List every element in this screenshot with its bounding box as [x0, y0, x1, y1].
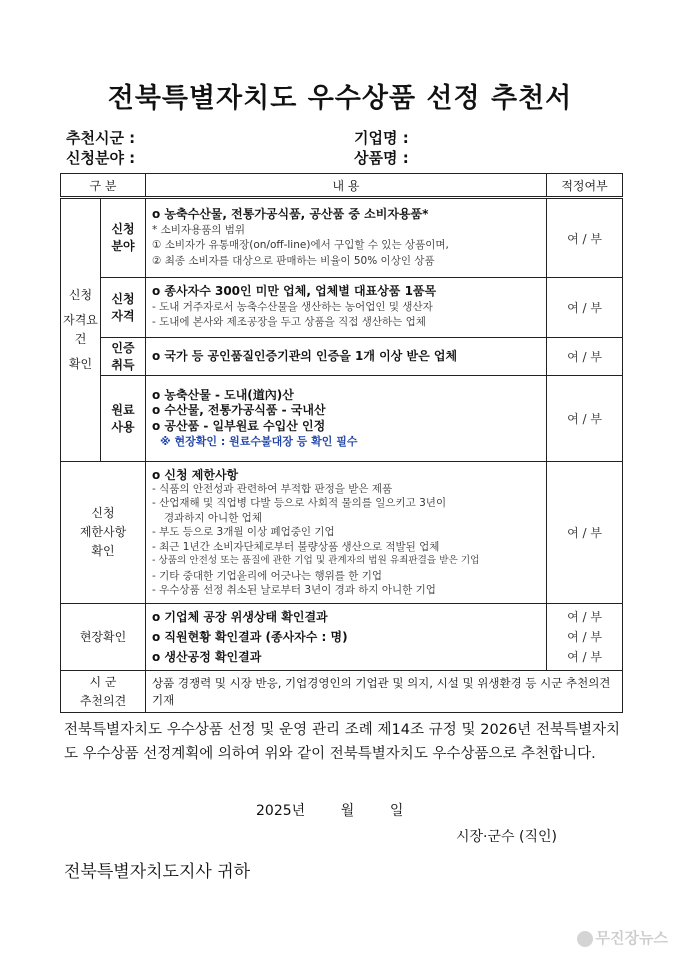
header-content: 내 용: [146, 174, 547, 198]
content-line: - 기타 중대한 기업윤리에 어긋나는 행위를 한 기업: [152, 569, 383, 582]
recommendation-paragraph: 전북특별자치도 우수상품 선정 및 운영 관리 조례 제14조 규정 및 2026년 전북특별자치도 우수상품 선정계획에 의하여 위와 같이 전북특별자치도 우수상품으로 추천합니다.: [64, 722, 620, 762]
company-label: 기업명 :: [354, 129, 409, 147]
label-line: 확인: [91, 544, 115, 558]
content-main: o 농축수산물, 전통가공식품, 공산품 중 소비자용품*: [152, 207, 429, 221]
product-label: 상품명 :: [354, 149, 409, 167]
sub-label-line: 자격: [111, 308, 135, 323]
apply-field-label: [101, 198, 146, 278]
content-main: o 신청 제한사항: [152, 467, 239, 482]
apply-qual-content: [146, 278, 547, 338]
sub-label-line: 신청: [111, 291, 135, 306]
yes-no-field[interactable]: 여 / 부: [547, 278, 623, 338]
table-header-row: [61, 174, 623, 198]
content-line: o 수산물, 전통가공식품 - 국내산: [152, 403, 326, 417]
content-line: ② 최종 소비자를 대상으로 판매하는 비율이 50% 이상인 상품: [152, 254, 435, 267]
material-label: [101, 376, 146, 462]
site-check-label: 현장확인: [61, 604, 146, 671]
label-line: 추천의견: [79, 693, 127, 708]
table-row: [61, 376, 623, 462]
table-row: [61, 462, 623, 604]
recommender-label: 추천시군 :: [66, 129, 136, 147]
document-title: 전북특별자치도 우수상품 선정 추천서: [107, 83, 573, 114]
content-line: o 공산품 - 일부원료 수입산 인정: [152, 418, 326, 433]
opinion-label: [61, 671, 146, 713]
content-main: o 국가 등 공인품질인증기관의 인증을 1개 이상 받은 업체: [152, 348, 458, 363]
yes-no-field[interactable]: 여 / 부: [547, 462, 623, 604]
site-check-content: [146, 604, 547, 671]
yes-no-field[interactable]: 여 / 부: [567, 650, 602, 664]
content-line: - 부도 등으로 3개월 이상 폐업중인 기업: [152, 526, 335, 539]
yes-no-field[interactable]: 여 / 부: [547, 198, 623, 278]
group-label-line: 확인: [68, 357, 93, 371]
content-line: - 우수상품 선정 취소된 날로부터 3년이 경과 하지 아니한 기업: [152, 583, 436, 596]
content-line: - 산업재해 및 직업병 다발 등으로 사회적 물의를 일으키고 3년이: [152, 497, 447, 510]
watermark-logo: [577, 927, 668, 948]
label-line: 시 군: [89, 674, 117, 689]
yes-no-field[interactable]: 여 / 부: [567, 610, 602, 624]
addressee: 전북특별자치도지사 귀하: [64, 862, 251, 882]
material-content: [146, 376, 547, 462]
sub-label-line: 원료: [111, 402, 135, 417]
yes-no-field[interactable]: 여 / 부: [547, 376, 623, 462]
sub-label-line: 인증: [111, 340, 135, 355]
yes-no-field[interactable]: 여 / 부: [547, 338, 623, 376]
sub-label-line: 신청: [111, 222, 135, 236]
sub-label-line: 분야: [111, 239, 135, 253]
cert-label: [101, 338, 146, 376]
restriction-content: [146, 462, 547, 604]
header-category: 구 분: [61, 174, 146, 198]
apply-qual-label: [101, 278, 146, 338]
label-line: 제한사항: [79, 525, 127, 539]
yes-no-field[interactable]: 여 / 부: [567, 630, 602, 644]
sub-label-line: 사용: [111, 419, 135, 434]
content-main: o 종사자수 300인 미만 업체, 업체별 대표상품 1품목: [152, 284, 437, 299]
header-suitability: 적정여부: [547, 174, 623, 198]
site-check-yn: [547, 604, 623, 671]
date-line: 2025년 월 일: [256, 803, 404, 819]
signer-line: 시장·군수 (직인): [456, 829, 557, 845]
cert-content: [146, 338, 547, 376]
content-line: - 도내에 본사와 제조공장을 두고 상품을 직접 생산하는 업체: [152, 316, 426, 329]
table-row: [61, 338, 623, 376]
group-label-line: 자격요건: [63, 313, 98, 346]
content-line: o 농축산물 - 도내(道內)산: [152, 387, 294, 402]
site-item: o 직원현황 확인결과 (종사자수 : 명): [152, 630, 348, 644]
site-check-note: ※ 현장확인 : 원료수불대장 등 확인 필수: [160, 435, 358, 448]
apply-field-content: [146, 198, 547, 278]
table-row: [61, 671, 623, 713]
table-row: [61, 198, 623, 278]
content-line: - 도내 거주자로서 농축수산물을 생산하는 농어업인 및 생산자: [152, 300, 433, 313]
watermark-icon: [577, 931, 593, 947]
sub-label-line: 취득: [111, 357, 135, 372]
content-line: - 최근 1년간 소비자단체로부터 불량상품 생산으로 적발된 업체: [152, 540, 440, 553]
restriction-label: [61, 462, 146, 604]
group-label-line: 신청: [68, 288, 93, 302]
label-line: 신청: [91, 506, 115, 520]
table-row: [61, 604, 623, 671]
watermark-text: 무진장뉴스: [595, 929, 668, 947]
content-line: - 상품의 안전성 또는 품질에 관한 기업 및 관계자의 법원 유죄판결을 받은 기업: [152, 555, 480, 567]
table-row: [61, 278, 623, 338]
site-item: o 생산공정 확인결과: [152, 650, 262, 664]
content-line: ① 소비자가 유통매장(on/off-line)에서 구입할 수 있는 상품이며,: [152, 239, 449, 251]
opinion-field[interactable]: 상품 경쟁력 및 시장 반응, 기업경영인의 기업관 및 의지, 시설 및 위생환경 등 시군 추천의견 기재: [146, 671, 623, 713]
recommendation-table: [60, 173, 623, 713]
field-label: 신청분야 :: [66, 149, 136, 167]
group-qualification-label: [61, 198, 101, 462]
content-line: 경과하지 아니한 업체: [164, 511, 262, 524]
content-line: - 식품의 안전성과 관련하여 부적합 판정을 받은 제품: [152, 483, 393, 496]
content-note-title: * 소비자용품의 범위: [152, 223, 246, 236]
site-item: o 기업체 공장 위생상태 확인결과: [152, 610, 328, 624]
